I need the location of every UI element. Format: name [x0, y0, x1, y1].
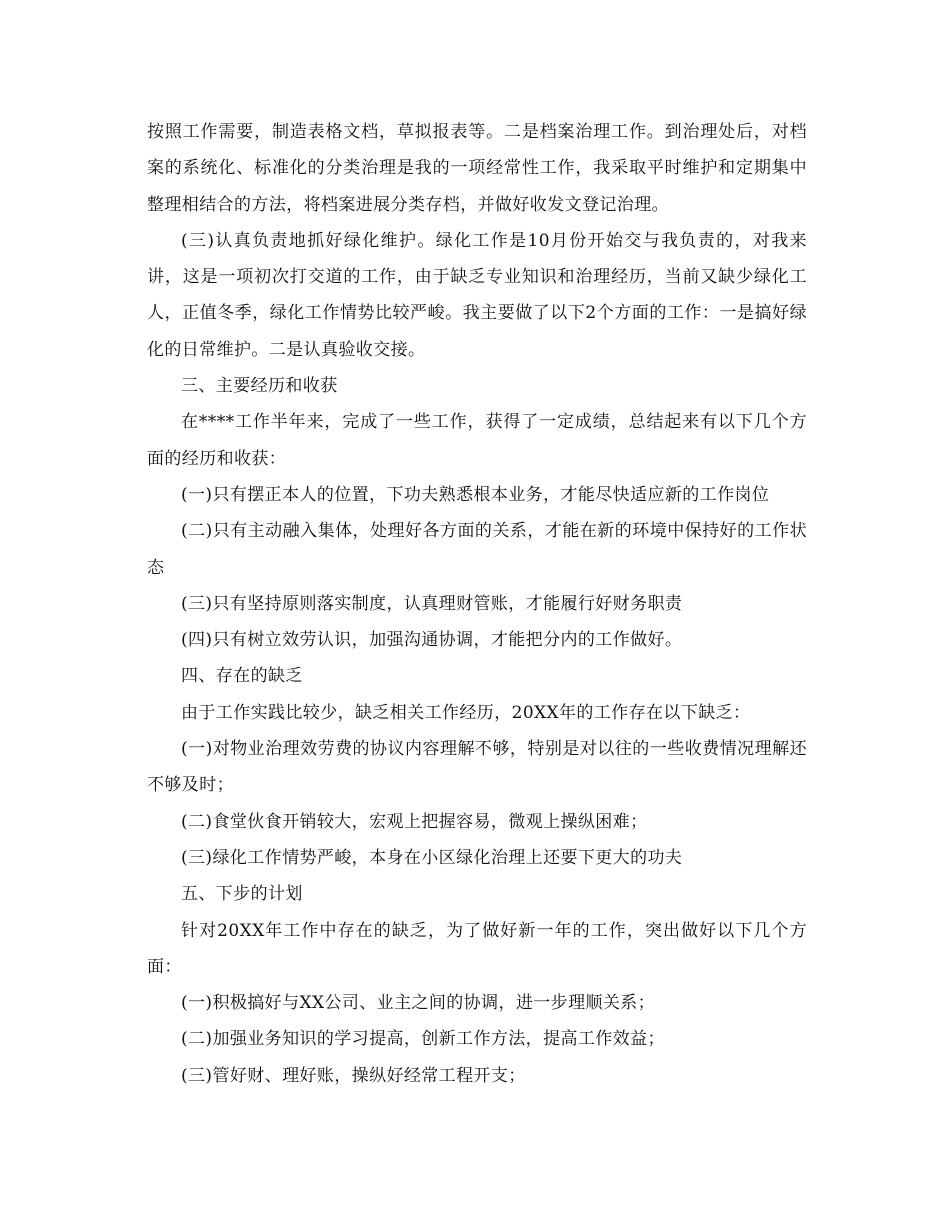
list-item-experience-3: (三)只有坚持原则落实制度，认真理财管账，才能履行好财务职责 [181, 593, 683, 614]
list-item-plan-2: (二)加强业务知识的学习提高，创新工作方法，提高工作效益； [181, 1029, 665, 1050]
document-body [147, 114, 807, 1094]
section-heading-experience: 三、主要经历和收获 [181, 376, 338, 397]
paragraph-archive-work: 按照工作需要，制造表格文档，草拟报表等。二是档案治理工作。到治理处后，对档案的系统化、标准化的分类治理是我的一项经常性工作，我采取平时维护和定期集中整理相结合的方法，将档案进展分类存档，并做好收发文登记治理。 [147, 122, 807, 215]
list-item-experience-1: (一)只有摆正本人的位置，下功夫熟悉根本业务，才能尽快适应新的工作岗位 [181, 484, 770, 505]
paragraph-shortcomings-intro: 由于工作实践比较少，缺乏相关工作经历，20XX年的工作存在以下缺乏： [181, 702, 751, 723]
list-item-shortcoming-3: (三)绿化工作情势严峻，本身在小区绿化治理上还要下更大的功夫 [181, 847, 683, 868]
list-item-shortcoming-2: (二)食堂伙食开销较大，宏观上把握容易，微观上操纵困难； [181, 811, 648, 832]
section-heading-next-plan: 五、下步的计划 [181, 884, 303, 905]
list-item-experience-4: (四)只有树立效劳认识，加强沟通协调，才能把分内的工作做好。 [181, 630, 683, 651]
section-heading-shortcomings: 四、存在的缺乏 [181, 666, 303, 687]
list-item-experience-2: (二)只有主动融入集体，处理好各方面的关系，才能在新的环境中保持好的工作状态 [147, 521, 807, 578]
list-item-plan-3: (三)管好财、理好账，操纵好经常工程开支； [181, 1065, 526, 1086]
list-item-shortcoming-1: (一)对物业治理效劳费的协议内容理解不够，特别是对以往的一些收费情况理解还不够及时； [147, 739, 807, 796]
paragraph-experience-intro: 在****工作半年来，完成了一些工作，获得了一定成绩，总结起来有以下几个方面的经历和收获： [147, 412, 807, 469]
paragraph-greening-maintenance: (三)认真负责地抓好绿化维护。绿化工作是10月份开始交与我负责的，对我来讲，这是一项初次打交道的工作，由于缺乏专业知识和治理经历，当前又缺少绿化工人，正值冬季，绿化工作情势比较严峻。我主要做了以下2个方面的工作：一是搞好绿化的日常维护。二是认真验收交接。 [147, 230, 807, 360]
paragraph-plan-intro: 针对20XX年工作中存在的缺乏，为了做好新一年的工作，突出做好以下几个方面： [147, 920, 807, 977]
list-item-plan-1: (一)积极搞好与XX公司、业主之间的协调，进一步理顺关系； [181, 993, 656, 1014]
